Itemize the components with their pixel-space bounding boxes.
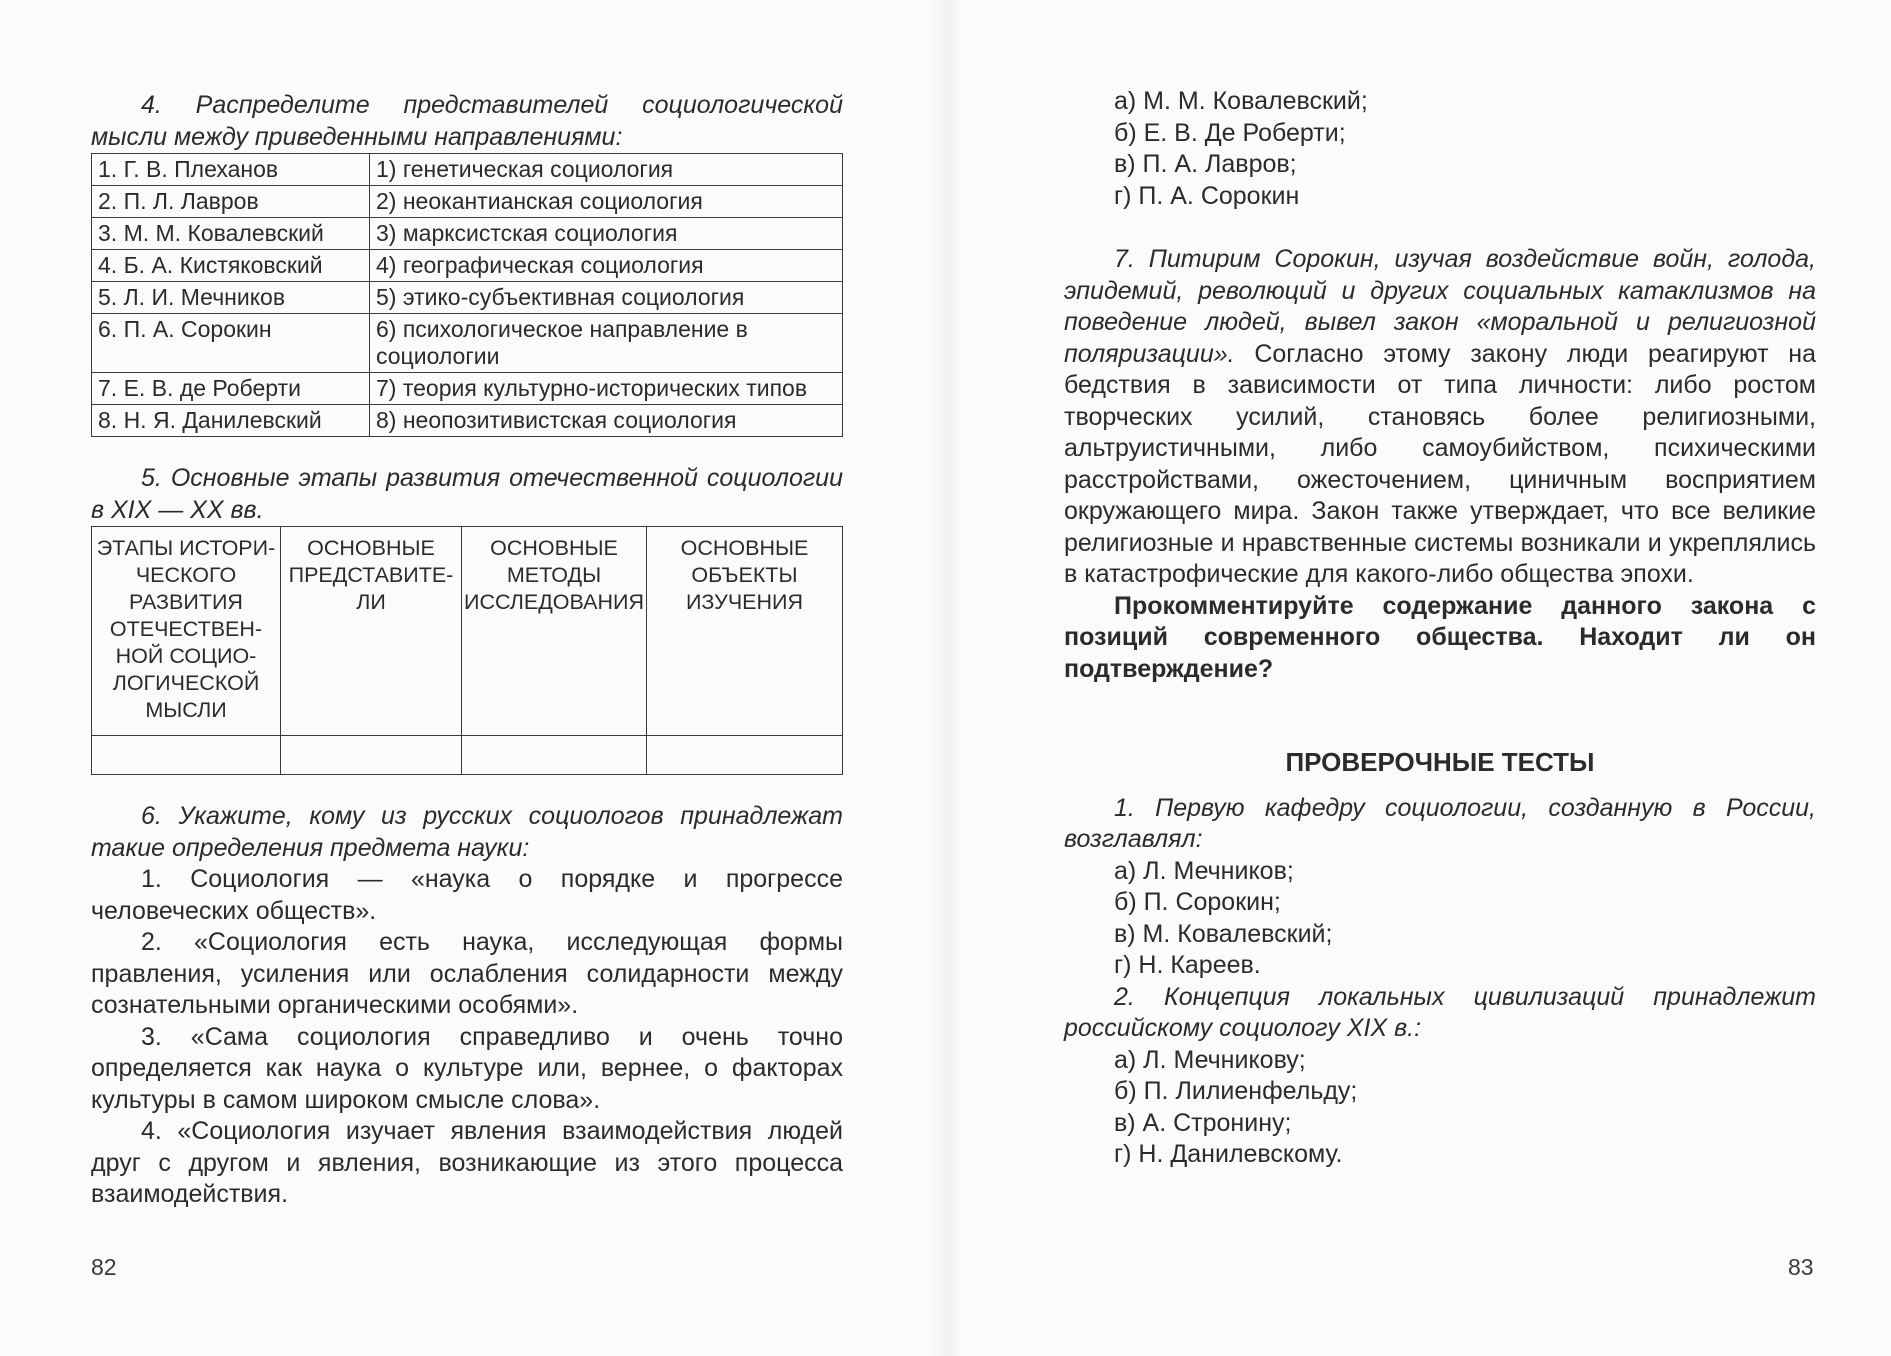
answer-option: а) Л. Мечникову; [1114, 1045, 1306, 1074]
table-row [92, 218, 843, 250]
table-cell: 3. М. М. Ковалевский [92, 218, 370, 250]
table-cell: 8) неопозитивистская социология [370, 405, 843, 437]
question-7-intro: 7. Питирим Сорокин, изучая воздействие войн, голода, эпидемий, революций и других социальных катаклизмов на поведение людей, вывел закон «моральной и религиозной поляризации». [1064, 245, 1816, 368]
table-cell: 1. Г. В. Плеханов [92, 154, 370, 186]
empty-cell [281, 736, 462, 775]
table-header-cell: ОСНОВНЫЕ ОБЪЕКТЫ ИЗУЧЕНИЯ [647, 527, 843, 736]
stages-table [91, 526, 843, 775]
table-cell: 6) психологическое направление в социологии [370, 314, 843, 373]
right-page [946, 0, 1891, 1356]
table-header-row [92, 527, 843, 736]
definition-item: 1. Социология — «наука о порядке и прогрессе человеческих обществ». [91, 865, 843, 925]
question-4-title: 4. Распределите представителей социологической мысли между приведенными направлениями: [91, 91, 843, 151]
definition-item: 3. «Сама социология справедливо и очень точно определяется как наука о культуре или, вернее, о факторах культуры в самом широком смысле слова». [91, 1022, 843, 1114]
definition-item: 2. «Социология есть наука, исследующая формы правления, усиления или ослабления солидарности между сознательными органическими особями». [91, 928, 843, 1019]
answer-option: б) П. Лилиенфельду; [1114, 1077, 1358, 1105]
empty-cell [92, 736, 281, 775]
table-row [92, 154, 843, 186]
answer-option: б) Е. В. Де Роберти; [1114, 118, 1346, 147]
test-2-question: 2. Концепция локальных цивилизаций принадлежит российскому социологу XIX в.: [1064, 982, 1816, 1042]
question-6-title: 6. Укажите, кому из русских социологов принадлежат такие определения предмета науки: [91, 802, 843, 862]
table-cell: 1) генетическая социология [370, 154, 843, 186]
answer-option: г) П. А. Сорокин [1114, 181, 1300, 210]
answer-option: а) Л. Мечников; [1114, 856, 1294, 885]
table-cell: 5. Л. И. Мечников [92, 282, 370, 314]
table-row [92, 373, 843, 405]
question-7-task: Прокомментируйте содержание данного закона с позиций современного общества. Находит ли он подтверждение? [1064, 591, 1816, 683]
table-row [92, 314, 843, 373]
table-row [92, 186, 843, 218]
test-1-question: 1. Первую кафедру социологии, созданную в России, возглавлял: [1064, 793, 1816, 853]
question-7-paragraph [1064, 244, 1816, 591]
definition-item: 4. «Социология изучает явления взаимодействия людей друг с другом и явления, возникающие из этого процесса взаимодействия. [91, 1117, 843, 1208]
empty-cell [462, 736, 647, 775]
answer-option: б) П. Сорокин; [1114, 888, 1281, 916]
answer-option: г) Н. Данилевскому. [1114, 1140, 1343, 1168]
answer-option: в) П. А. Лавров; [1114, 150, 1297, 178]
answer-option: в) М. Ковалевский; [1114, 919, 1333, 948]
table-cell: 2. П. Л. Лавров [92, 186, 370, 218]
table-row [92, 405, 843, 437]
empty-cell [647, 736, 843, 775]
right-column [1064, 86, 1816, 1171]
table-cell: 4. Б. А. Кистяковский [92, 250, 370, 282]
table-cell: 4) географическая социология [370, 250, 843, 282]
table-cell: 7) теория культурно-исторических типов [370, 373, 843, 405]
table-row [92, 250, 843, 282]
answer-option: а) М. М. Ковалевский; [1114, 87, 1368, 115]
tests-heading: ПРОВЕРОЧНЫЕ ТЕСТЫ [1285, 747, 1595, 777]
left-column [91, 90, 843, 1211]
directions-table [91, 153, 843, 437]
table-cell: 3) марксистская социология [370, 218, 843, 250]
left-page [0, 0, 945, 1356]
table-cell: 7. Е. В. де Роберти [92, 373, 370, 405]
question-5-title: 5. Основные этапы развития отечественной социологии в XIX — XX вв. [91, 464, 843, 524]
page-number: 82 [91, 1254, 117, 1280]
answer-option: г) Н. Кареев. [1114, 951, 1261, 979]
table-header-cell: ОСНОВНЫЕ МЕТОДЫ ИССЛЕДОВАНИЯ [462, 527, 647, 736]
table-cell: 6. П. А. Сорокин [92, 314, 370, 373]
page-number: 83 [1788, 1254, 1814, 1280]
table-cell: 8. Н. Я. Данилевский [92, 405, 370, 437]
table-cell: 5) этико-субъективная социология [370, 282, 843, 314]
table-row [92, 736, 843, 775]
table-cell: 2) неокантианская социология [370, 186, 843, 218]
answer-option: в) А. Стронину; [1114, 1108, 1292, 1137]
question-7-body: Согласно этому закону люди реагируют на бедствия в зависимости от типа личности: либо ростом творческих усилий, становясь более религиозными, альтруистичными, либо самоубийством, психическими расстройствами, ожесточением, циничным восприятием окружающего мира. Закон также утверждает, что все великие религиозные и нравственные системы возникали и укреплялись в катастрофические для какого-либо общества эпохи. [1064, 339, 1816, 588]
table-header-cell: ЭТАПЫ ИСТОРИ-ЧЕСКОГО РАЗВИТИЯ ОТЕЧЕСТВЕН-НОЙ СОЦИО-ЛОГИЧЕСКОЙ МЫСЛИ [92, 527, 281, 736]
table-row [92, 282, 843, 314]
table-header-cell: ОСНОВНЫЕ ПРЕДСТАВИТЕ-ЛИ [281, 527, 462, 736]
